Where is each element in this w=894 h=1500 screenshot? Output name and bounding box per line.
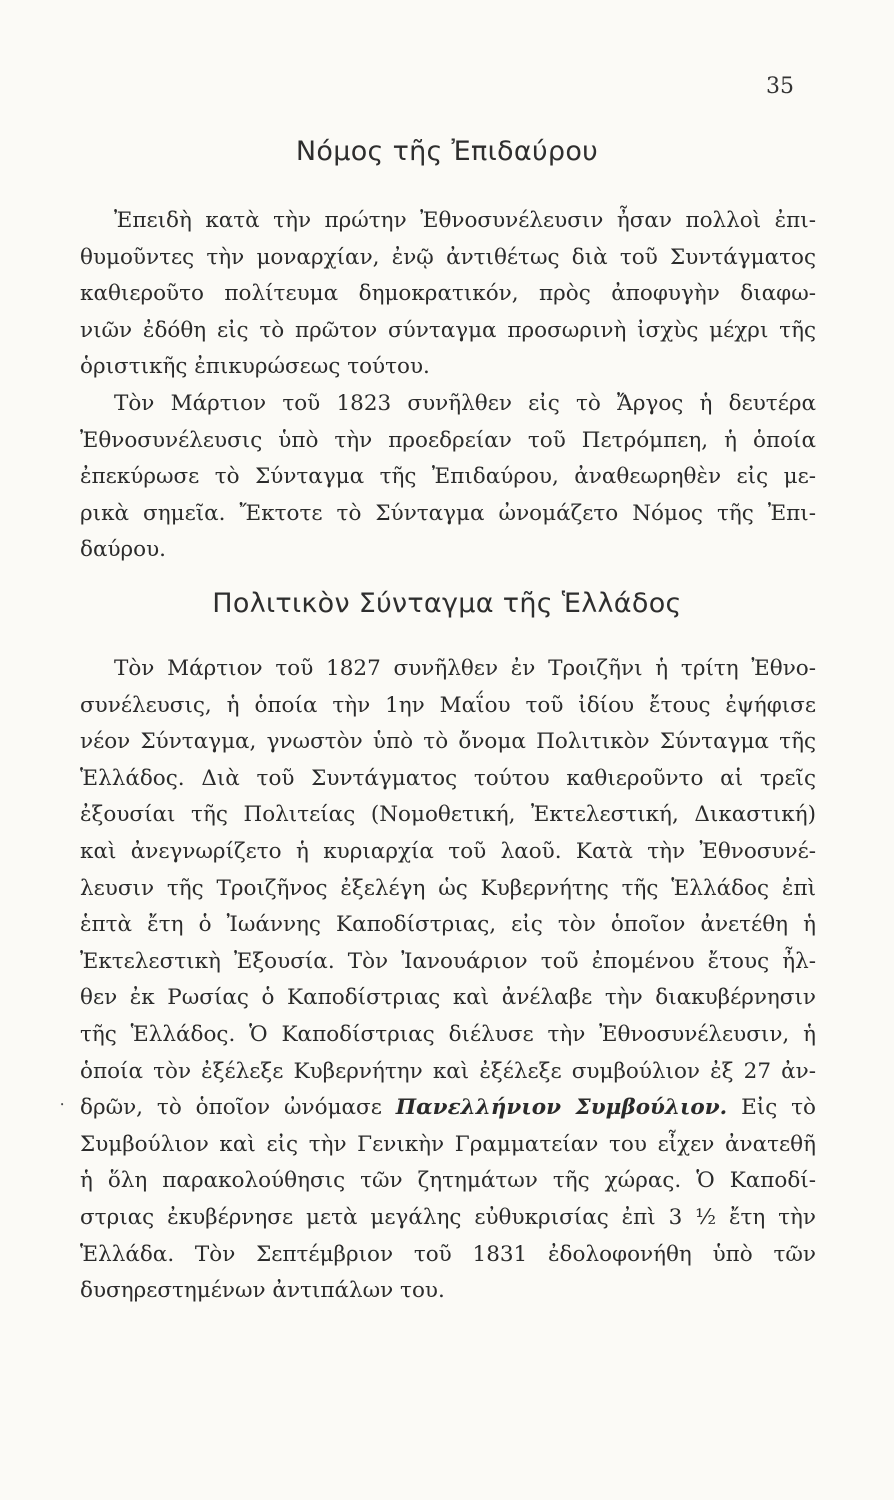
text-line: Τὸν Μάρτιον τοῦ 1823 συνῆλθεν εἰς τὸ Ἄργος ἡ δευτέρα: [114, 390, 816, 416]
text-line: ρικὰ σημεῖα. Ἔκτοτε τὸ Σύνταγμα ὠνομάζετο Νόμος τῆς Ἐπι-: [80, 500, 816, 526]
text-line: ὁριστικῆς ἐπικυρώσεως τούτου.: [80, 354, 430, 380]
text-line: ἐξουσίαι τῆς Πολιτείας (Νομοθετική, Ἐκτελεστική, Δικαστική): [80, 802, 816, 828]
text-segment: δρῶν, τὸ ὁποῖον ὠνόμασε: [80, 1095, 382, 1121]
text-segment: Εἰς τὸ: [741, 1095, 816, 1121]
text-line: ἑπτὰ ἔτη ὁ Ἰωάννης Καποδίστριας, εἰς τὸν ὁποῖον ἀνετέθη ἡ: [80, 912, 816, 938]
text-line: νιῶν ἐδόθη εἰς τὸ πρῶτον σύνταγμα προσωρινὴ ἰσχὺς μέχρι τῆς: [80, 317, 816, 343]
section-body-nomos-epidavrou: [80, 203, 816, 569]
text-line: ἐπεκύρωσε τὸ Σύνταγμα τῆς Ἐπιδαύρου, ἀναθεωρηθὲν εἰς με-: [80, 464, 816, 490]
text-line: λευσιν τῆς Τροιζῆνος ἐξελέγη ὡς Κυβερνήτης τῆς Ἑλλάδος ἐπὶ: [80, 875, 816, 901]
text-line: καθιεροῦτο πολίτευμα δημοκρατικόν, πρὸς ἀποφυγὴν διαφω-: [80, 281, 816, 307]
text-line: τῆς Ἑλλάδος. Ὁ Καποδίστριας διέλυσε τὴν Ἐθνοσυνέλευσιν, ἡ: [80, 1021, 816, 1047]
text-line: θεν ἐκ Ρωσίας ὁ Καποδίστριας καὶ ἀνέλαβε τὴν διακυβέρνησιν: [80, 985, 816, 1011]
margin-ink-mark: ⸱: [60, 1095, 65, 1114]
page-number: 35: [766, 74, 794, 99]
text-line: Ἑλλάδα. Τὸν Σεπτέμβριον τοῦ 1831 ἐδολοφονήθη ὑπὸ τῶν: [80, 1241, 816, 1267]
text-line: συνέλευσις, ἡ ὁποία τὴν 1ην Μαΐου τοῦ ἰδίου ἔτους ἐψήφισε: [80, 692, 816, 718]
text-line: καὶ ἀνεγνωρίζετο ἡ κυριαρχία τοῦ λαοῦ. Κατὰ τὴν Ἐθνοσυνέ-: [80, 838, 816, 864]
text-line: Ἑλλάδος. Διὰ τοῦ Συντάγματος τούτου καθιεροῦντο αἱ τρεῖς: [80, 765, 816, 791]
text-line: θυμοῦντες τὴν μοναρχίαν, ἐνῷ ἀντιθέτως διὰ τοῦ Συντάγματος: [80, 244, 816, 270]
text-line: Ἐκτελεστικὴ Ἐξουσία. Τὸν Ἰανουάριον τοῦ ἐπομένου ἔτους ἦλ-: [80, 948, 816, 974]
emphasized-term: Πανελλήνιον Συμβούλιον.: [395, 1095, 728, 1121]
text-line: νέον Σύνταγμα, γνωστὸν ὑπὸ τὸ ὄνομα Πολιτικὸν Σύνταγμα τῆς: [80, 729, 816, 755]
text-line: ὁποία τὸν ἐξέλεξε Κυβερνήτην καὶ ἐξέλεξε συμβούλιον ἐξ 27 ἀν-: [80, 1058, 816, 1084]
text-line: δυσηρεστημένων ἀντιπάλων του.: [80, 1278, 445, 1304]
text-line-with-emphasis: [80, 1090, 816, 1127]
text-line: Τὸν Μάρτιον τοῦ 1827 συνῆλθεν ἐν Τροιζῆνι ἡ τρίτη Ἐθνο-: [114, 656, 816, 681]
text-line: δαύρου.: [80, 537, 167, 563]
text-line: Ἐπειδὴ κατὰ τὴν πρώτην Ἐθνοσυνέλευσιν ἦσαν πολλοὶ ἐπι-: [114, 208, 816, 233]
section-title-politikon-syntagma: Πολιτικὸν Σύνταγμα τῆς Ἑλλάδος: [212, 588, 682, 619]
section-title-nomos-epidavrou: Νόμος τῆς Ἐπιδαύρου: [295, 136, 599, 167]
section-body-politikon-syntagma: [80, 651, 816, 1310]
text-line: Συμβούλιον καὶ εἰς τὴν Γενικὴν Γραμματείαν του εἶχεν ἀνατεθῆ: [80, 1131, 816, 1157]
text-line: ἡ ὅλη παρακολούθησις τῶν ζητημάτων τῆς χώρας. Ὁ Καποδί-: [80, 1168, 816, 1194]
text-line: Ἐθνοσυνέλευσις ὑπὸ τὴν προεδρείαν τοῦ Πετρόμπεη, ἡ ὁποία: [80, 427, 816, 453]
text-line: στριας ἐκυβέρνησε μετὰ μεγάλης εὐθυκρισίας ἐπὶ 3 ½ ἔτη τὴν: [80, 1204, 816, 1230]
